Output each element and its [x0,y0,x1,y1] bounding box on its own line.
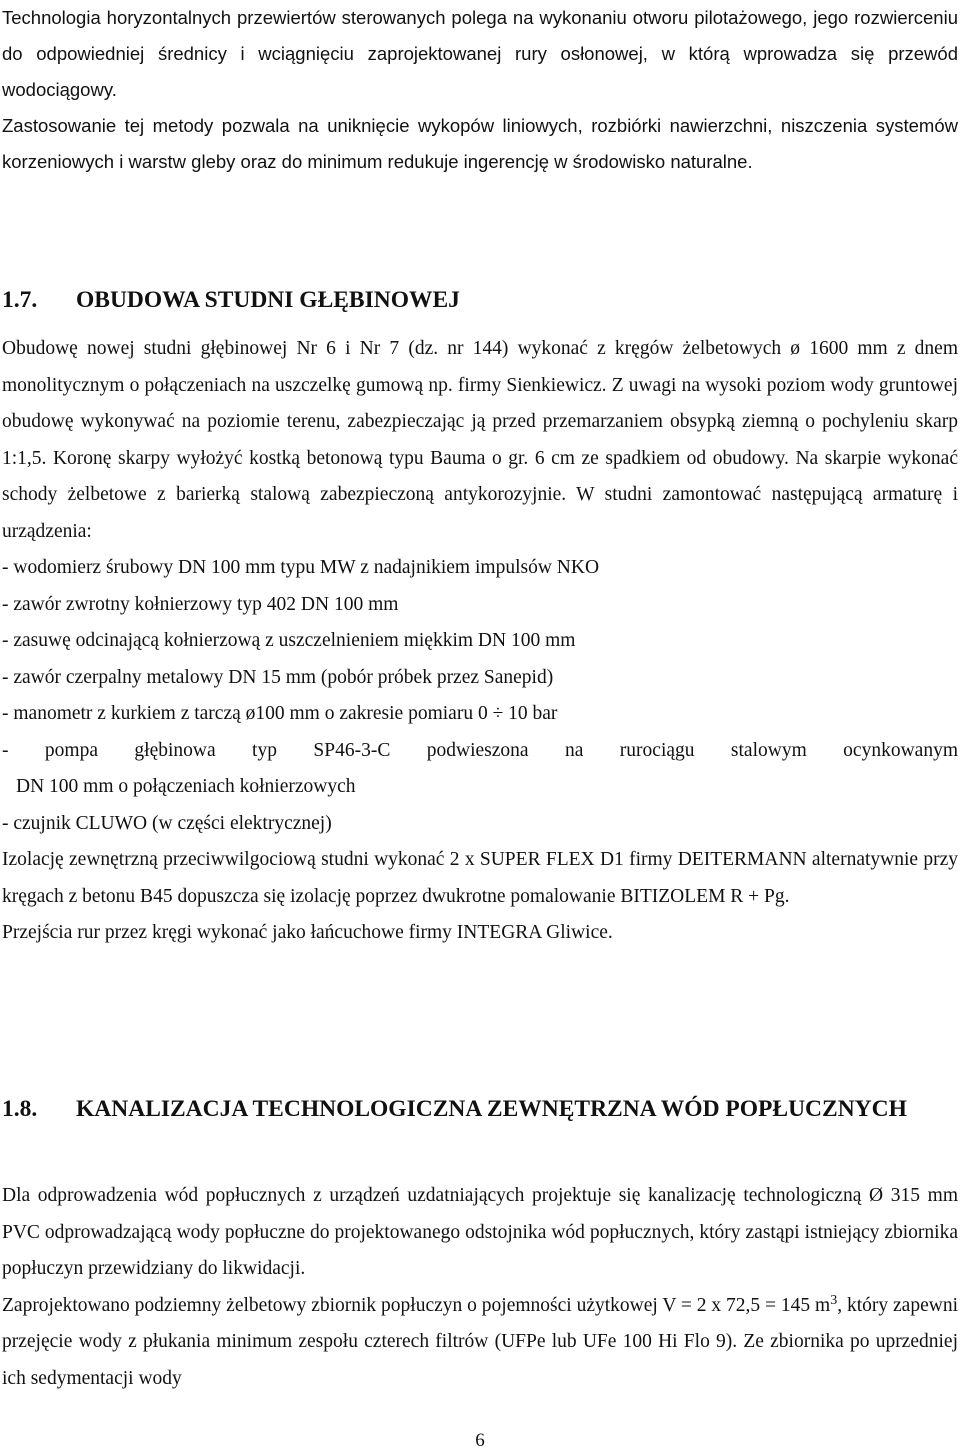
section-title: OBUDOWA STUDNI GŁĘBINOWEJ [76,287,460,313]
list-item: - czujnik CLUWO (w części elektrycznej) [2,812,332,834]
list-item: - zasuwę odcinającą kołnierzową z uszczelnieniem miękkim DN 100 mm [2,630,576,651]
list-item: - zawór czerpalny metalowy DN 15 mm (pobór próbek przez Sanepid) [2,666,554,688]
casing-paragraph-3: Przejścia rur przez kręgi wykonać jako łańcuchowe firmy INTEGRA Gliwice. [2,922,613,943]
list-item: - pompa głębinowa typ SP46-3-C podwieszona na rurociągu stalowym ocynkowanym [2,739,958,761]
intro-paragraph-1: Technologia horyzontalnych przewiertów sterowanych polega na wykonaniu otworu pilotażowego, jego rozwierceniu do odpowiedniej średnicy i wciągnięciu zaprojektowanej rury osłonowej, w którą wprowadza się przewód wodociągowy. [2,7,958,100]
casing-paragraph-1: Obudowę nowej studni głębinowej Nr 6 i Nr 7 (dz. nr 144) wykonać z kręgów żelbetowych ø 1600 mm z dnem monolitycznym o połączeniach na uszczelkę gumową np. firmy Sienkiewicz. Z uwagi na wysoki poziom wody gruntowej obudowę wykonywać na poziomie terenu, zabezpieczając ją przed przemarzaniem obsypką ziemną o pochyleniu skarp 1:1,5. Koronę skarpy wyłożyć kostką betonową typu Bauma o gr. 6 cm ze spadkiem od obudowy. Na skarpie wykonać schody żelbetowe z barierką stalową zabezpieczoną antykorozyjnie. W studni zamontować następującą armaturę i urządzenia: [2,338,958,542]
list-item: - wodomierz śrubowy DN 100 mm typu MW z nadajnikiem impulsów NKO [2,557,600,578]
section-number: 1.8. [2,1096,38,1122]
list-item: - manometr z kurkiem z tarczą ø100 mm o zakresie pomiaru 0 ÷ 10 bar [2,703,558,724]
section-title: KANALIZACJA TECHNOLOGICZNA ZEWNĘTRZNA WÓD POPŁUCZNYCH [76,1096,907,1122]
section-heading-1-8 [2,1091,958,1127]
equipment-list [2,550,958,842]
intro-section [2,0,958,180]
page-number: 6 [475,1430,485,1451]
section-heading-1-7 [2,282,958,318]
casing-paragraph-2: Izolację zewnętrzną przeciwwilgociową studni wykonać 2 x SUPER FLEX D1 firmy DEITERMANN alternatywnie przy kręgach z betonu B45 dopuszcza się izolację poprzez dwukrotne pomalowanie BITIZOLEM R + Pg. [2,849,958,907]
intro-paragraph-2: Zastosowanie tej metody pozwala na uniknięcie wykopów liniowych, rozbiórki nawierzchni, niszczenia systemów korzeniowych i warstw gleby oraz do minimum redukuje ingerencję w środowisko naturalne. [2,115,958,172]
section-number: 1.7. [2,287,38,313]
drainage-section [2,1178,958,1397]
superscript: 3 [830,1292,838,1308]
list-item: - zawór zwrotny kołnierzowy typ 402 DN 100 mm [2,593,399,615]
list-item-continuation: DN 100 mm o połączeniach kołnierzowych [16,776,356,797]
drainage-paragraph-2: Zaprojektowano podziemny żelbetowy zbiornik popłuczyn o pojemności użytkowej V = 2 x 72,5 = 145 $m^3$, który zapewni przejęcie wody z płukania minimum zespołu czterech filtrów (UFPe lub UFe 100 Hi Flo 9). Ze zbiornika po uprzedniej ich sedymentacji wody [2,1292,958,1389]
drainage-paragraph-1: Dla odprowadzenia wód popłucznych z urządzeń uzdatniających projektuje się kanalizację technologiczną Ø 315 mm PVC odprowadzającą wody popłuczne do projektowanego odstojnika wód popłucznych, który zastąpi istniejący zbiornika popłuczyn przewidziany do likwidacji. [2,1185,958,1279]
well-casing-section [2,331,958,952]
